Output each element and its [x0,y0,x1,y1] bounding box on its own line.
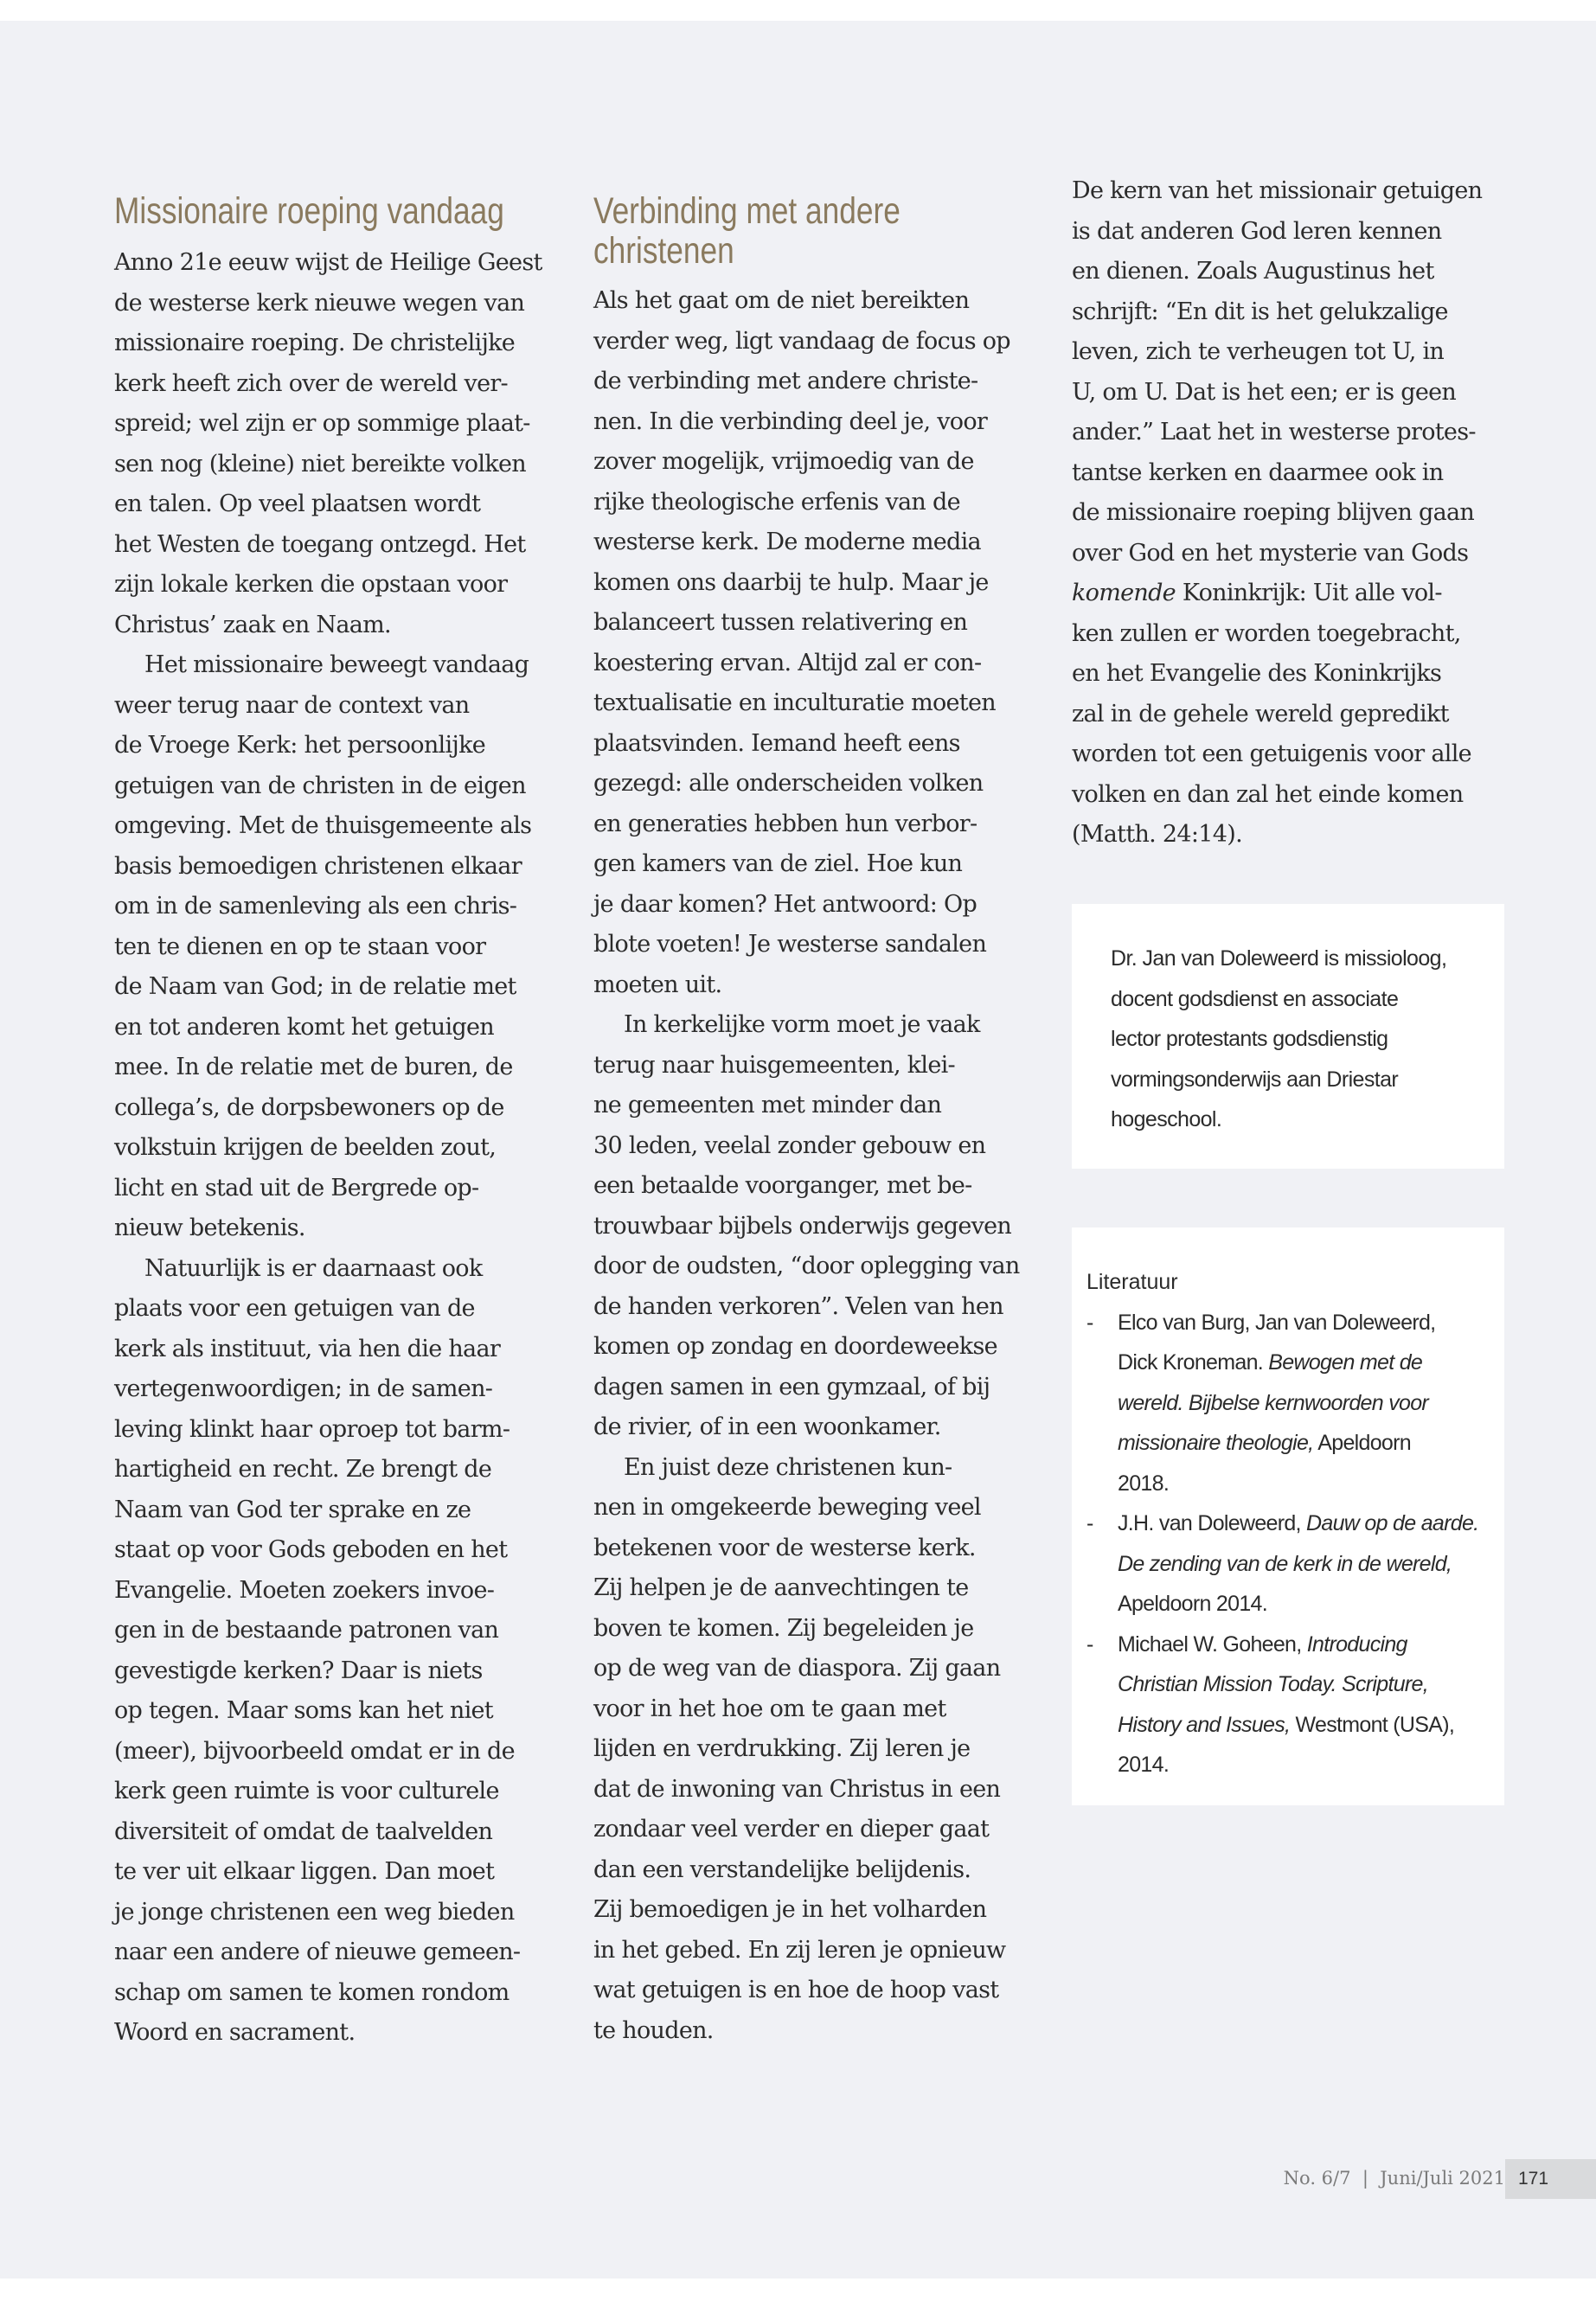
text-line: 2014. [1118,1753,1170,1777]
list-dash: - [1086,1631,1093,1657]
text-line [1118,1423,1496,1464]
text-run: J.H. van Doleweerd, [1118,1511,1307,1535]
issue-footer: No. 6/7 | Juni/Juli 2021 [1283,2168,1505,2189]
text-line [1118,1503,1496,1544]
italic-text: komende [1072,580,1176,606]
book-title: Introducing [1306,1631,1407,1657]
book-title: History and Issues, [1118,1712,1291,1737]
text-run: Apeldoorn [1313,1431,1411,1455]
list-dash: - [1086,1511,1093,1535]
literature-item [1086,1503,1496,1625]
text-line [1118,1343,1496,1383]
book-title: De zending van de kerk in de wereld, [1118,1551,1452,1576]
literature-title: Literatuur [1086,1270,1178,1294]
literature-item [1086,1303,1496,1504]
text-line: Apeldoorn 2014. [1118,1592,1267,1616]
paragraph: En juist deze christenen kun- nen in omgekeerde beweging veel betekenen voor de westerse kerk. Zij helpen je de aanvechtingen te boven te komen. Zij begeleiden je op de weg van de diaspora. Zij gaan voor in het hoe om te gaan met lijden en verdrukking. Zij leren je dat de inwoning van Christus in een zondaar veel verder en dieper gaat dan een verstandelijke belijdenis. Zij bemoedigen je in het volharden in het gebed. En zij leren je opnieuw wat getuigen is en hoe de hoop vast te houden. [593,1453,1006,2044]
section-heading-missionaire-roeping: Missionaire roeping vandaag [114,190,504,232]
text-run: Dick Kroneman. [1118,1350,1269,1375]
heading-line: christenen [593,230,734,272]
text-line: 2018. [1118,1471,1170,1496]
article-column-2 [593,176,1043,2051]
paragraph: Als het gaat om de niet bereikten verder weg, ligt vandaag de focus op de verbinding met andere christe- nen. In die verbinding deel je, voor zover mogelijk, vrijmoedig van de rijke theologische erfenis van de westerse kerk. De moderne media komen ons daarbij te hulp. Maar je balanceert tussen relativering en koestering ervan. Altijd zal er con- textualisatie en inculturatie moeten plaatsvinden. Iemand heeft eens gezegd: alle onderscheiden volken en generaties hebben hun verbor- gen kamers van de ziel. Hoe kun je daar komen? Het antwoord: Op blote voeten! Je westerse sandalen moeten uit. [593,287,1010,998]
text-line [1118,1544,1496,1585]
text-line [1118,1625,1496,1665]
literature-box [1072,1227,1504,1805]
heading-line: Verbinding met andere [593,190,901,232]
section-heading-verbinding [593,191,962,271]
page-number: 171 [1505,2159,1596,2199]
text-line [1118,1664,1496,1705]
book-title: missionaire theologie, [1118,1431,1314,1455]
text-run: De kern van het missionair getuigen is dat anderen God leren kennen en dienen. Zoals Augustinus het schrijft: “En dit is het gelukzalige leven, zich te verheugen tot U, in U, om U. Dat is het een; er is geen ander.” Laat het in westerse protes- tantse kerken en daarmee ook in de missionaire roeping blijven gaan over God en het mysterie van Gods [1072,177,1483,567]
literature-list [1072,1303,1504,1785]
text-line [1118,1383,1496,1424]
paragraph: In kerkelijke vorm moet je vaak terug naar huisgemeenten, klei- ne gemeenten met minder dan 30 leden, veelal zonder gebouw en een betaalde voorganger, met be- trouwbaar bijbels onderwijs gegeven door de oudsten, “door oplegging van de handen verkoren”. Velen van hen komen op zondag en doordeweekse dagen samen in een gymzaal, of bij de rivier, of in een woonkamer. [593,1011,1020,1440]
book-title: Bewogen met de [1268,1350,1423,1375]
text-line [1118,1705,1496,1746]
book-title: Dauw op de aarde. [1306,1511,1479,1535]
text-run: Michael W. Goheen, [1118,1631,1307,1657]
book-title: Christian Mission Today. Scripture, [1118,1672,1428,1696]
paragraph: Het missionaire beweegt vandaag weer terug naar de context van de Vroege Kerk: het persoonlijke getuigen van de christen in de eigen omgeving. Met de thuisgemeente als basis bemoedigen christenen elkaar om in de samenleving als een chris- ten te dienen en op te staan voor de Naam van God; in de relatie met en tot anderen komt het getuigen mee. In de relatie met de buren, de collega’s, de dorpsbewoners op de volkstuin krijgen de beelden zout, licht en stad uit de Bergrede op- nieuw betekenis. [114,651,532,1241]
article-column-1 [114,176,564,2054]
text-run: Koninkrijk: Uit alle vol- ken zullen er worden toegebracht, en het Evangelie des Koninkrijks zal in de gehele wereld gepredikt worden tot een getuigenis voor alle volken en dan zal het einde komen (Matth. 24:14). [1072,580,1471,848]
paragraph [1072,171,1522,856]
paragraph: Natuurlijk is er daarnaast ook plaats voor een getuigen van de kerk als instituut, via hen die haar vertegenwoordigen; in de samen- leving klinkt haar oproep tot barm- hartigheid en recht. Ze brengt de Naam van God ter sprake en ze staat op voor Gods geboden en het Evangelie. Moeten zoekers invoe- gen in de bestaande patronen van gevestigde kerken? Daar is niets op tegen. Maar soms kan het niet (meer), bijvoorbeeld omdat er in de kerk geen ruimte is voor culturele diversiteit of omdat de taalvelden te ver uit elkaar liggen. Dan moet je jonge christenen een weg bieden naar een andere of nieuwe gemeen- schap om samen te komen rondom Woord en sacrament. [114,1254,521,2046]
literature-item [1086,1625,1496,1785]
author-bio: Dr. Jan van Doleweerd is missioloog, docent godsdienst en associate lector protestants godsdienstig vormingsonderwijs aan Driestar hogeschool. [1111,946,1447,1131]
paragraph: Anno 21e eeuw wijst de Heilige Geest de westerse kerk nieuwe wegen van missionaire roeping. De christelijke kerk heeft zich over de wereld ver- spreid; wel zijn er op sommige plaat- sen nog (kleine) niet bereikte volken en talen. Op veel plaatsen wordt het Westen de toegang ontzegd. Het zijn lokale kerken die opstaan voor Christus’ zaak en Naam. [114,249,542,638]
text-run: Westmont (USA), [1290,1712,1455,1737]
text-line: Elco van Burg, Jan van Doleweerd, [1118,1310,1436,1335]
list-dash: - [1086,1310,1093,1335]
book-title: wereld. Bijbelse kernwoorden voor [1118,1390,1429,1415]
article-column-3 [1072,171,1522,856]
author-bio-box [1072,904,1504,1169]
